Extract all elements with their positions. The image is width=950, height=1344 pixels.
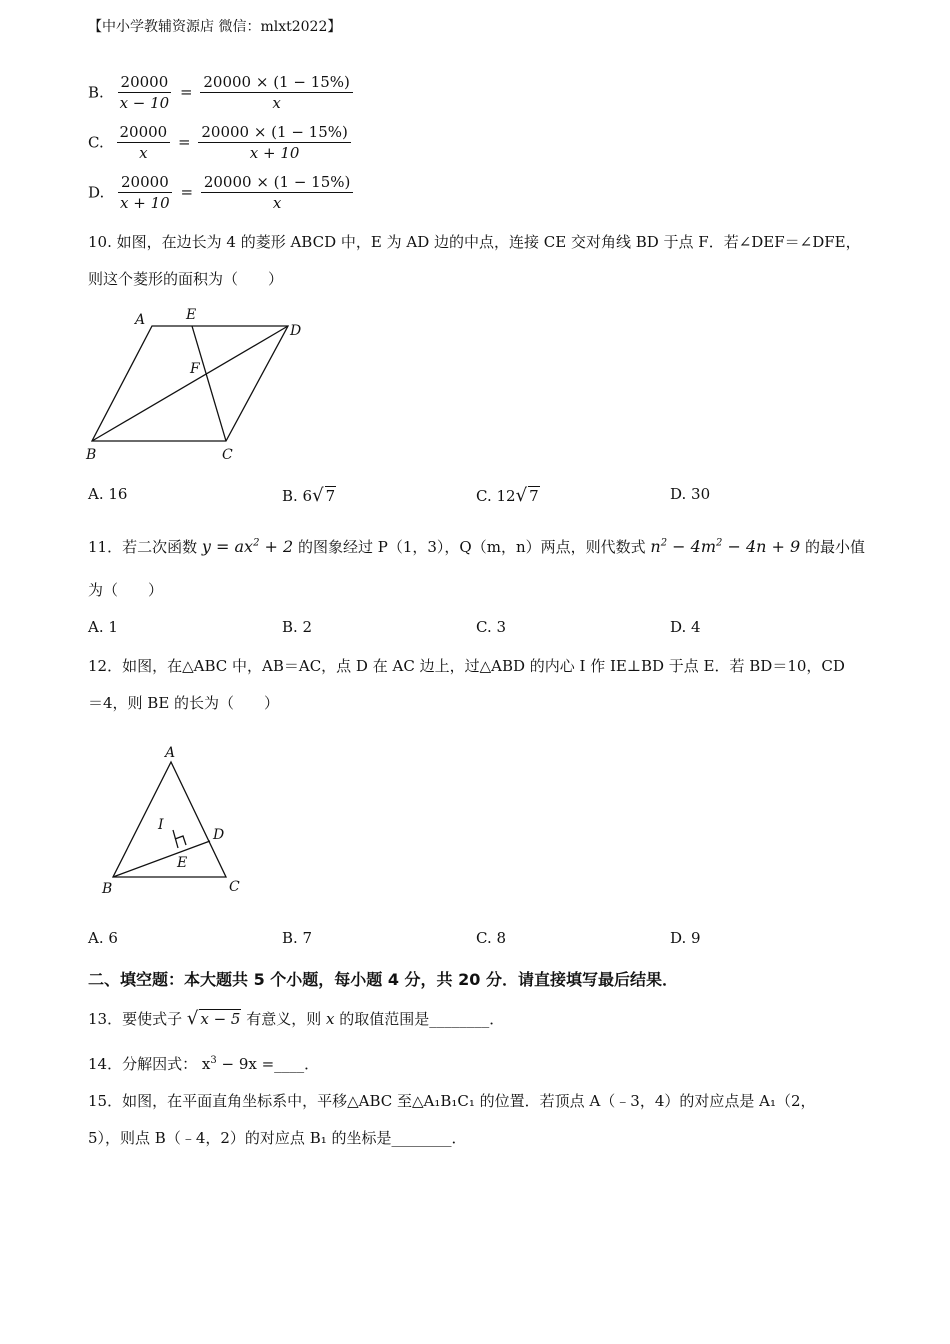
q9-option-b: B. $\frac{20000}{x - 10}$ = $\frac{20000 \times (1 - 15\%)}{x}$ bbox=[88, 74, 353, 113]
label-e: E bbox=[186, 307, 197, 323]
q9-right-fraction: $\frac{20000 \times (1 - 15\%)}{x}$ bbox=[201, 174, 354, 213]
q10-option-a: A. 16 bbox=[88, 485, 128, 503]
q9-left-fraction: $\frac{20000}{x}$ bbox=[117, 124, 171, 163]
q15-text-line2: 5），则点 B（﹣4，2）的对应点 B₁ 的坐标是________． bbox=[88, 1129, 467, 1147]
label-a: A bbox=[135, 312, 146, 328]
q12-option-b: B. 7 bbox=[282, 929, 313, 947]
q9-option-label: C. bbox=[88, 133, 104, 152]
q9-right-fraction: $\frac{20000 \times (1 - 15\%)}{x + 10}$ bbox=[198, 124, 351, 163]
q12-option-d: D. 9 bbox=[670, 929, 701, 947]
q9-option-label: D. bbox=[88, 183, 105, 202]
q9-option-d: D. $\frac{20000}{x + 10}$ = $\frac{20000 \times (1 - 15\%)}{x}$ bbox=[88, 174, 353, 213]
q11-text-line2: 为（ ） bbox=[88, 581, 164, 599]
q12-option-c: C. 8 bbox=[476, 929, 507, 947]
segment-bd bbox=[113, 841, 210, 877]
label-a: A bbox=[165, 745, 176, 761]
q10-option-b: B. 6√ 7 bbox=[282, 485, 336, 506]
label-i: I bbox=[158, 817, 164, 833]
label-c: C bbox=[229, 879, 240, 895]
q10-text-line1: 10. 如图，在边长为 4 的菱形 ABCD 中，E 为 AD 边的中点，连接 CE 交对角线 BD 于点 F．若∠DEF＝∠DFE， bbox=[88, 233, 861, 251]
q10-option-d: D. 30 bbox=[670, 485, 711, 503]
q9-left-fraction: $\frac{20000}{x + 10}$ bbox=[117, 174, 173, 213]
q12-text-line2: ＝4，则 BE 的长为（ ） bbox=[88, 694, 280, 712]
q10-text-line2: 则这个菱形的面积为（ ） bbox=[88, 270, 284, 288]
header-note: 【中小学教辅资源店 微信：mlxt2022】 bbox=[88, 19, 342, 35]
label-d: D bbox=[290, 323, 302, 339]
q13-text: 13．要使式子 √ x − 5 有意义，则 x 的取值范围是________． bbox=[88, 1008, 505, 1029]
q9-option-label: B. bbox=[88, 83, 104, 102]
q9-left-fraction: $\frac{20000}{x - 10}$ bbox=[117, 74, 173, 113]
section-2-title: 二、填空题：本大题共 5 个小题，每小题 4 分，共 20 分．请直接填写最后结果． bbox=[88, 970, 678, 989]
q12-text-line1: 12．如图，在△ABC 中，AB＝AC，点 D 在 AC 边上，过△ABD 的内心 I 作 IE⊥BD 于点 E．若 BD＝10，CD bbox=[88, 657, 845, 675]
label-b: B bbox=[86, 447, 97, 463]
q10-rhombus-figure bbox=[80, 300, 320, 470]
label-c: C bbox=[222, 447, 233, 463]
label-e: E bbox=[177, 855, 188, 871]
q14-text: 14．分解因式： $x^3 - 9x$ =____． bbox=[88, 1055, 320, 1073]
segment-ce bbox=[192, 326, 226, 441]
q9-option-c: C. $\frac{20000}{x}$ = $\frac{20000 \times (1 - 15\%)}{x + 10}$ bbox=[88, 124, 351, 163]
triangle-abc bbox=[113, 762, 226, 877]
q15-text-line1: 15．如图，在平面直角坐标系中，平移△ABC 至△A₁B₁C₁ 的位置．若顶点 A（﹣3，4）的对应点是 A₁（2， bbox=[88, 1092, 816, 1110]
q11-option-d: D. 4 bbox=[670, 618, 701, 636]
q11-text-line1: 11．若二次函数 $y = ax^2 + 2$ 的图象经过 P（1，3），Q（m，n）两点，则代数式 $n^2 - 4m^2 - 4n + 9$ 的最小值 bbox=[88, 537, 866, 556]
q11-option-b: B. 2 bbox=[282, 618, 313, 636]
q11-option-a: A. 1 bbox=[88, 618, 118, 636]
label-f: F bbox=[190, 361, 200, 377]
q9-right-fraction: $\frac{20000 \times (1 - 15\%)}{x}$ bbox=[200, 74, 353, 113]
q11-option-c: C. 3 bbox=[476, 618, 507, 636]
q10-option-c: C. 12√ 7 bbox=[476, 485, 539, 506]
label-d: D bbox=[213, 827, 225, 843]
label-b: B bbox=[102, 881, 113, 897]
q12-triangle-figure bbox=[95, 738, 255, 898]
q12-option-a: A. 6 bbox=[88, 929, 118, 947]
